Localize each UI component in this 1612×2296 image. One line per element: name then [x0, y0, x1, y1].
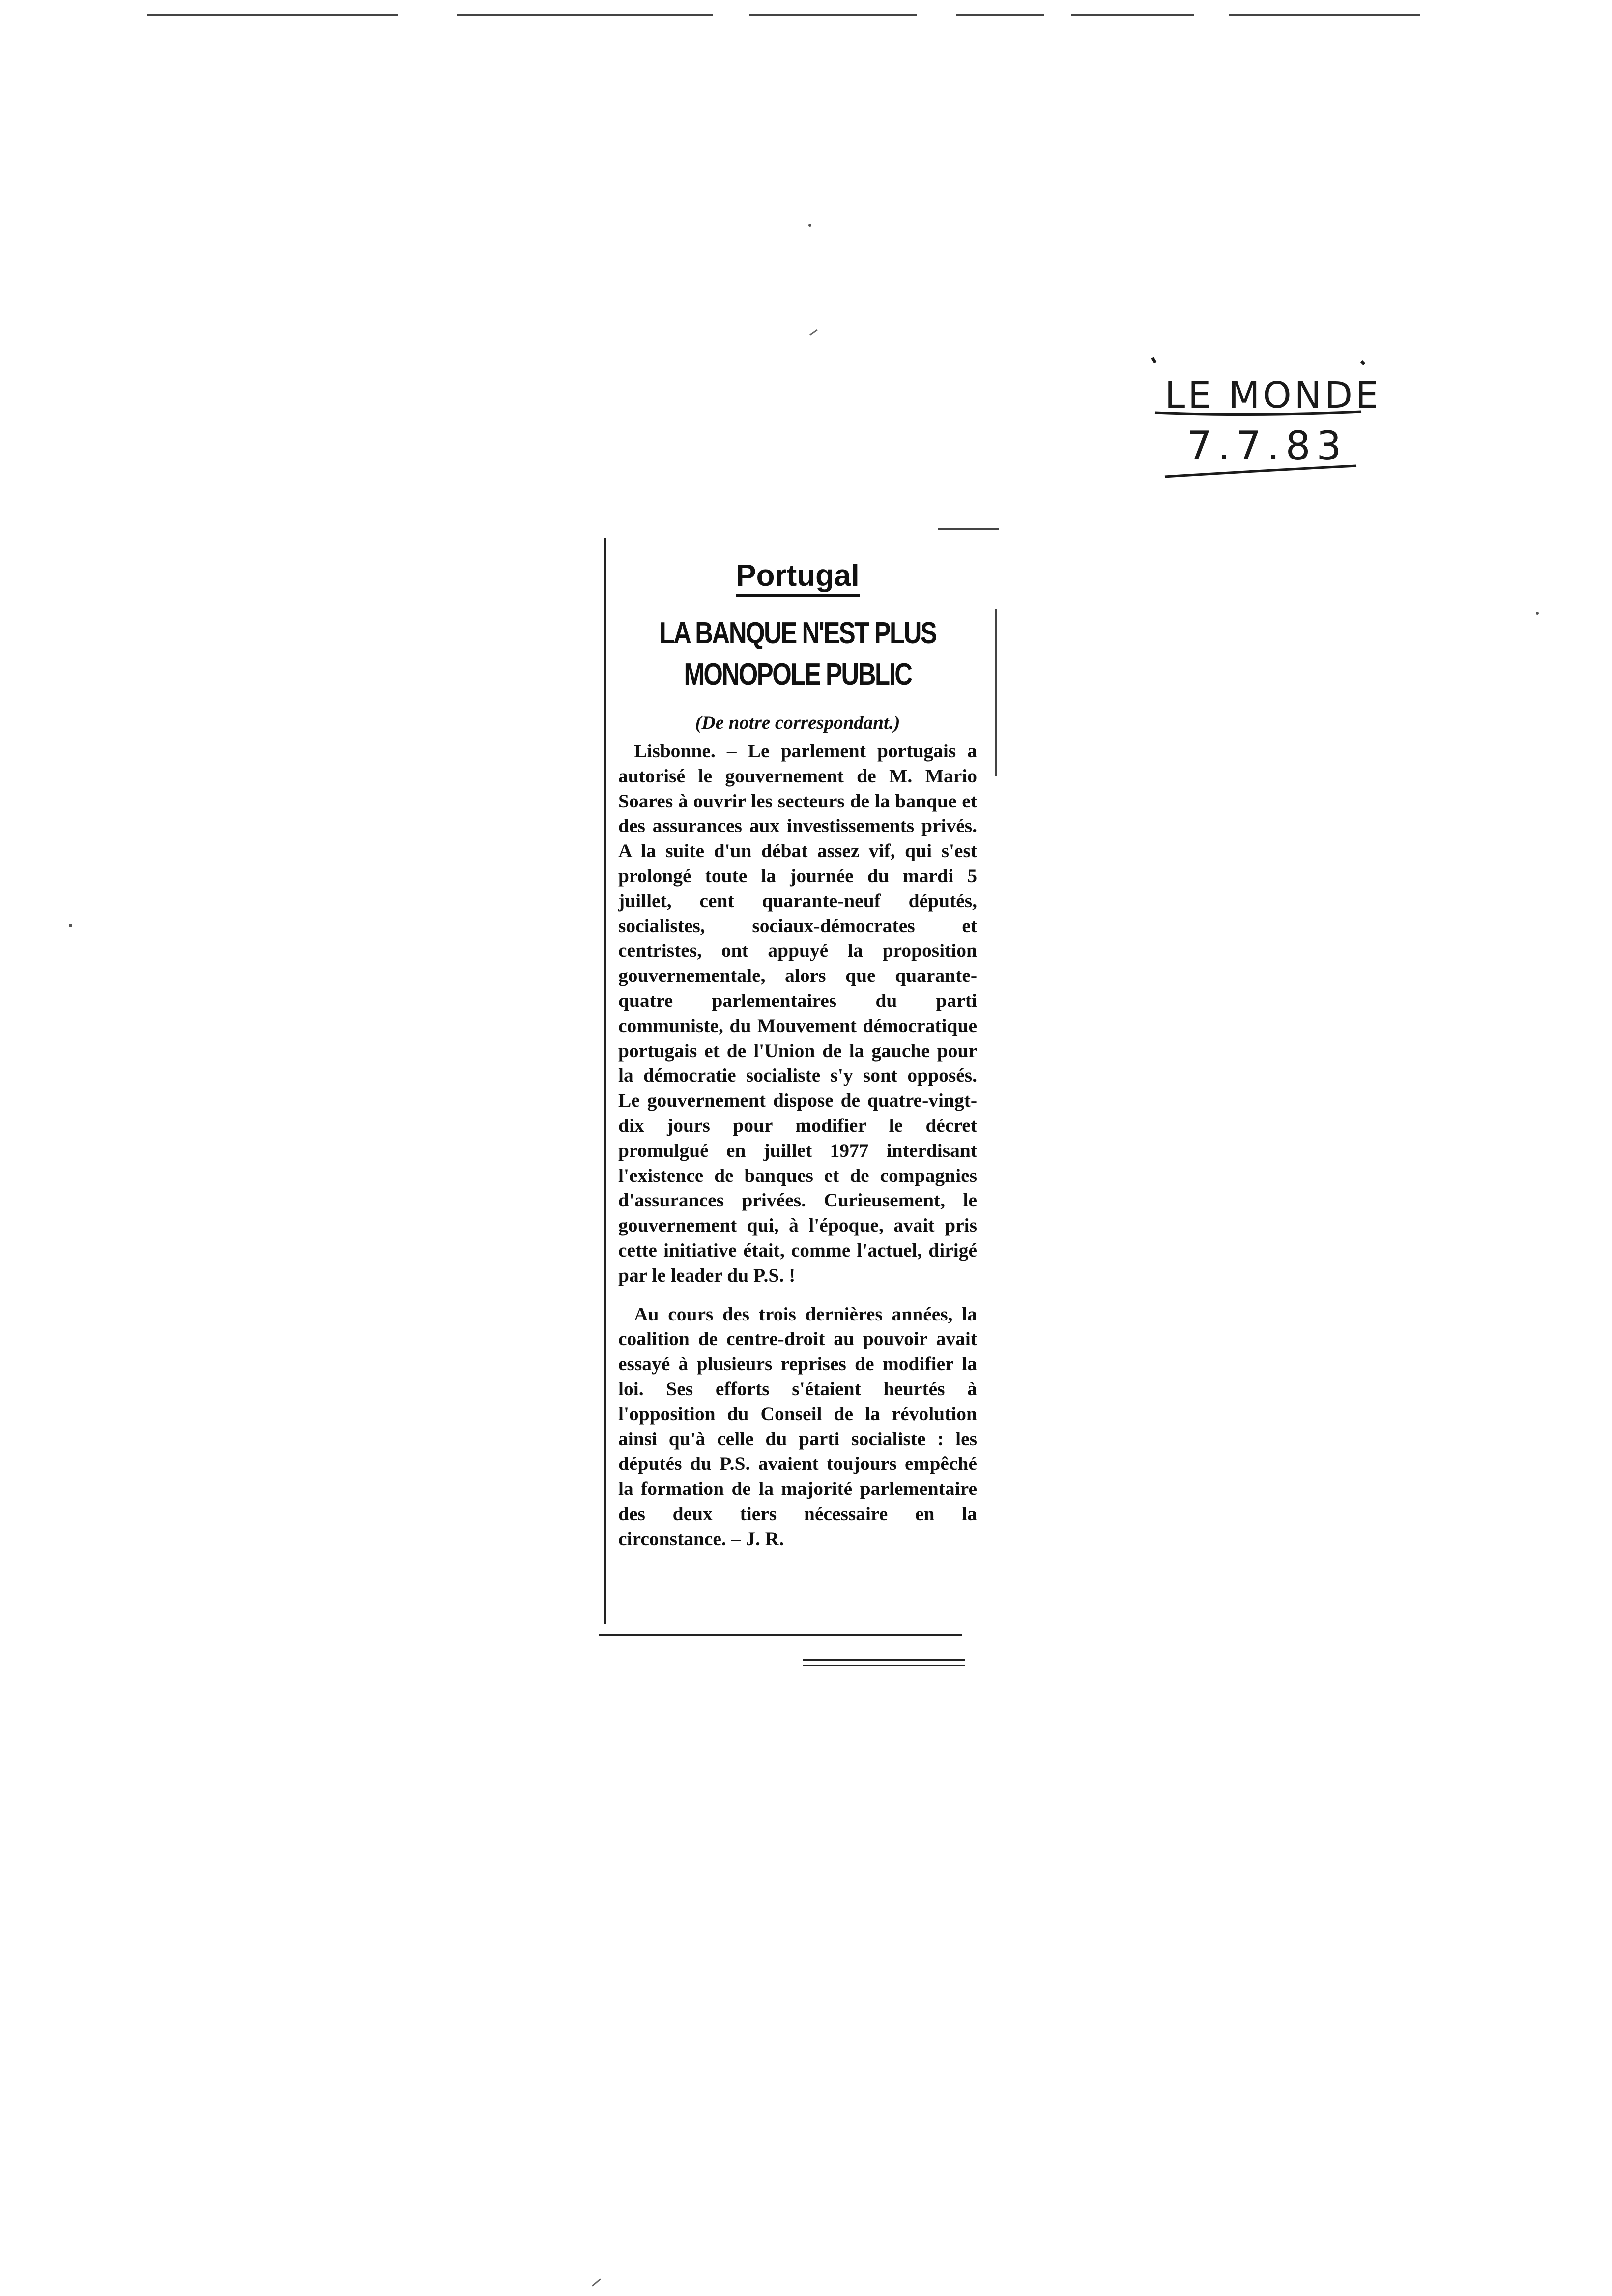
clipping-rule — [803, 1665, 965, 1666]
section-title-text: Portugal — [736, 559, 859, 597]
scan-speck — [1536, 612, 1539, 615]
byline: (De notre correspondant.) — [695, 712, 900, 733]
scan-speck — [69, 924, 72, 927]
article — [618, 558, 977, 1551]
scan-speck — [808, 224, 811, 227]
article-paragraph: Lisbonne. – Le parlement portugais a autorisé le gouvernement de M. Mario Soares à ouvrir les secteurs de la banque et des assurances aux investissements privés. A la suite d'un débat assez vif, qui s'est prolongé toute la journée du mardi 5 juillet, cent quarante-neuf députés, socialistes, sociaux-démocrates et centristes, ont appuyé la proposition gouvernementale, alors que quarante-quatre parlementaires du parti communiste, du Mouvement démocratique portugais et de l'Union de la gauche pour la démocratie socialiste s'y sont opposés. Le gouvernement dispose de quatre-vingt-dix jours pour modifier le décret promulgué en juillet 1977 interdisant l'existence de banques et de compagnies d'assurances privées. Curieusement, le gouvernement qui, à l'époque, avait pris cette initiative était, comme l'actuel, dirigé par le leader du P.S. ! — [618, 740, 977, 1286]
clipping-rule — [803, 1659, 965, 1661]
scan-edge-rule — [457, 14, 713, 16]
scan-edge-rule — [749, 14, 917, 16]
column-rule — [995, 609, 997, 776]
scan-speck — [592, 2278, 601, 2286]
clipping-rule — [599, 1634, 962, 1636]
handwritten-source-note — [1150, 354, 1376, 516]
scan-edge-rule — [1229, 14, 1420, 16]
section-title — [618, 558, 977, 594]
clipping-rule — [938, 528, 999, 530]
scan-edge-rule — [147, 14, 398, 16]
headline-line: LA BANQUE N'EST PLUS — [659, 616, 936, 650]
article-paragraph: Au cours des trois dernières années, la coalition de centre-droit au pouvoir avait essayé à plusieurs reprises de modifier la loi. Ses efforts s'étaient heurtés à l'opposition du Conseil de la révolution ainsi qu'à celle du parti socialiste : les députés du P.S. avaient toujours empêché la formation de la majorité parlementaire des deux tiers nécessaire en la circonstance. – J. R. — [618, 1303, 977, 1550]
scan-edge-rule — [956, 14, 1044, 16]
scan-edge-rule — [1071, 14, 1194, 16]
handwritten-date: 7.7.83 — [1187, 423, 1348, 469]
handwritten-publication: LE MONDE — [1165, 374, 1376, 417]
headline-line: MONOPOLE PUBLIC — [684, 658, 912, 691]
column-rule — [604, 538, 606, 1624]
scan-speck — [809, 329, 817, 336]
newspaper-clipping — [604, 538, 992, 1629]
headline — [651, 613, 945, 695]
